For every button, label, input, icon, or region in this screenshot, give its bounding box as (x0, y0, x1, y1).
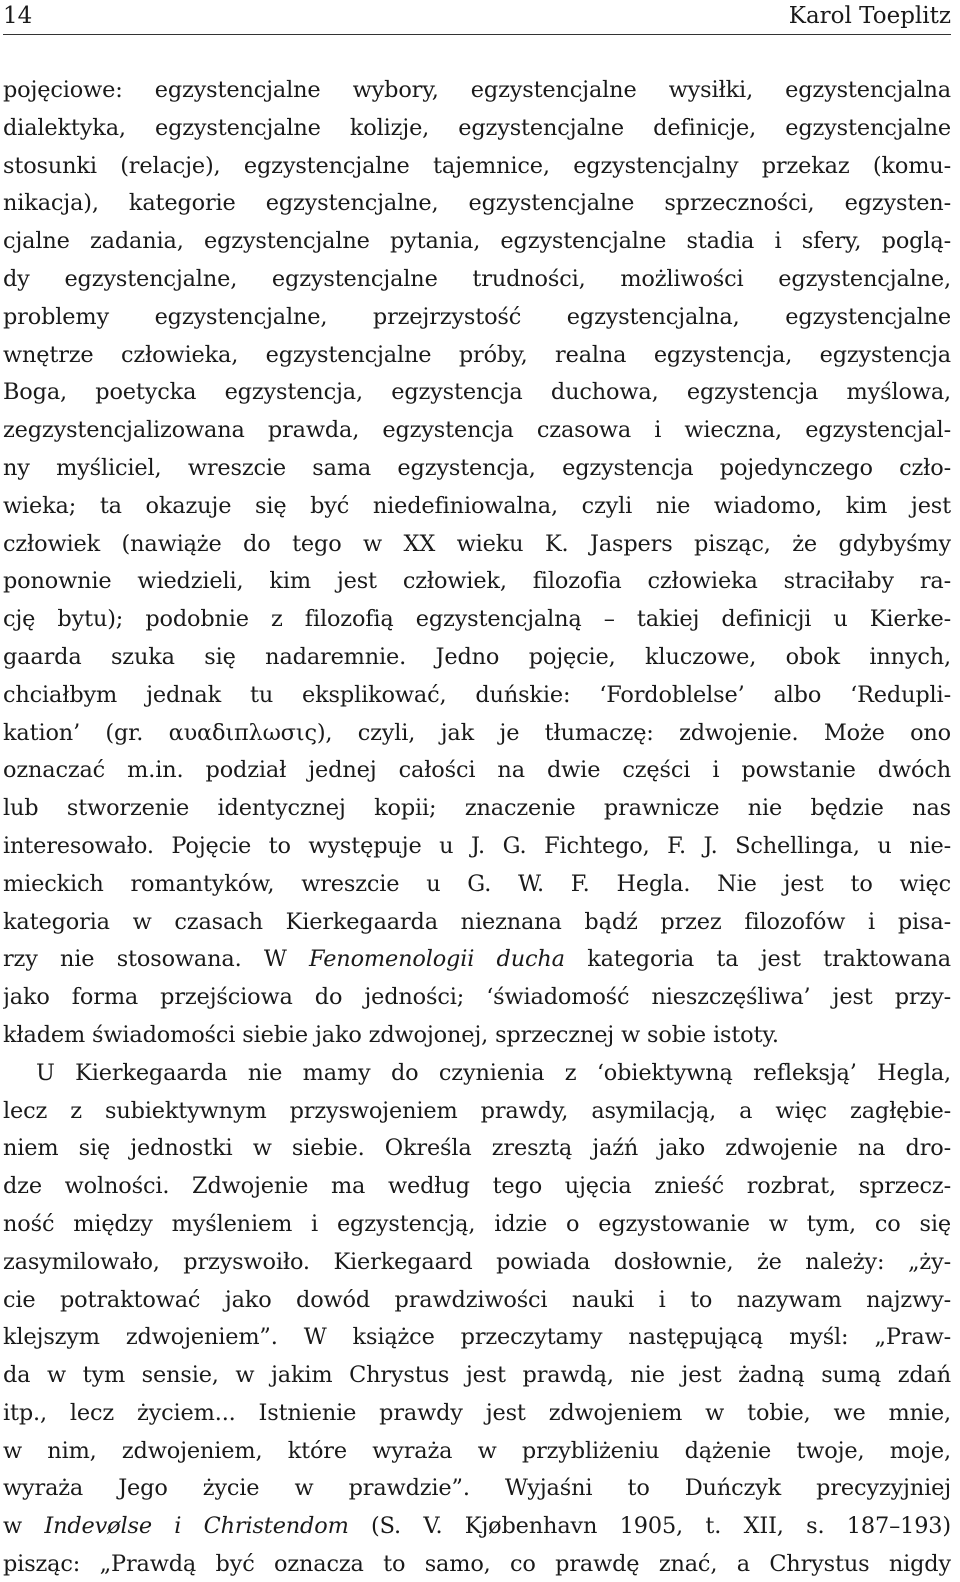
text-segment: (S. V. Kjøbenhavn 1905, t. XII, s. 187–193) (348, 1513, 951, 1540)
text-line: niem się jednostki w siebie. Określa zresztą jaźń jako zdwojenie na dro- (3, 1135, 951, 1162)
text-line: stosunki (relacje), egzystencjalne tajemnice, egzystencjalny przekaz (komu- (3, 152, 951, 179)
text-line: wieka; ta okazuje się być niedefiniowalna, czyli nie wiadomo, kim jest (3, 492, 951, 519)
text-line: cie potraktować jako dowód prawdziwości nauki i to nazywam najzwy- (3, 1286, 951, 1313)
text-line: lub stworzenie identycznej kopii; znaczenie prawnicze nie będzie nas (3, 795, 951, 822)
text-line: ponownie wiedzieli, kim jest człowiek, filozofia człowieka straciłaby ra- (3, 568, 951, 595)
text-line: Boga, poetycka egzystencja, egzystencja duchowa, egzystencja myślowa, (3, 379, 951, 406)
text-line: zasymilowało, przyswoiło. Kierkegaard powiada dosłownie, że należy: „ży- (3, 1248, 951, 1275)
text-line: itp., lecz życiem... Istnienie prawdy jest zdwojeniem w tobie, we mnie, (3, 1399, 951, 1426)
running-head (3, 2, 951, 35)
text-line: lecz z subiektywnym przyswojeniem prawdy, asymilacją, a więc zagłębie- (3, 1097, 951, 1124)
text-line: oznaczać m.in. podział jednej całości na dwie części i powstanie dwóch (3, 757, 951, 784)
text-line: cję bytu); podobnie z filozofią egzystencjalną – takiej definicji u Kierke- (3, 606, 951, 633)
text-line: kładem świadomości siebie jako zdwojonej, sprzecznej w sobie istoty. (3, 1021, 779, 1048)
running-head-author: Karol Toeplitz (788, 3, 951, 29)
text-segment: rzy nie stosowana. W (3, 946, 310, 973)
text-line: wyraża Jego życie w prawdzie”. Wyjaśni to Duńczyk precyzyjniej (3, 1475, 951, 1502)
body-text (3, 72, 951, 1582)
text-line: dze wolności. Zdwojenie ma według tego ujęcia znieść rozbrat, sprzecz- (3, 1173, 951, 1200)
text-segment: w (3, 1513, 45, 1540)
text-line: mieckich romantyków, wreszcie u G. W. F. Hegla. Nie jest to więc (3, 870, 951, 897)
text-line: interesowało. Pojęcie to występuje u J. G. Fichtego, F. J. Schellinga, u nie- (3, 832, 951, 859)
book-title-italic: Fenomenologii ducha (309, 946, 565, 973)
text-line: klejszym zdwojeniem”. W książce przeczytamy następującą myśl: „Praw- (3, 1324, 951, 1351)
text-line: pisząc: „Prawdą być oznacza to samo, co prawdę znać, a Chrystus nigdy (3, 1551, 951, 1578)
text-line: kategoria w czasach Kierkegaarda nieznana bądź przez filozofów i pisa- (3, 908, 951, 935)
text-line: da w tym sensie, w jakim Chrystus jest prawdą, nie jest żadną sumą zdań (3, 1362, 951, 1389)
text-line (3, 941, 951, 979)
text-line: wnętrze człowieka, egzystencjalne próby, realna egzystencja, egzystencja (3, 341, 951, 368)
book-title-italic: Indevølse i Christendom (44, 1513, 349, 1540)
text-line: dy egzystencjalne, egzystencjalne trudności, możliwości egzystencjalne, (3, 265, 951, 292)
text-line: w nim, zdwojeniem, które wyraża w przybliżeniu dążenie twoje, moje, (3, 1437, 951, 1464)
text-line: chciałbym jednak tu eksplikować, duńskie: ‘Fordoblelse’ albo ‘Redupli- (3, 681, 951, 708)
text-line: nikacja), kategorie egzystencjalne, egzystencjalne sprzeczności, egzysten- (3, 190, 951, 217)
text-line: kation’ (gr. αυαδιπλωσις), czyli, jak je tłumaczę: zdwojenie. Może ono (3, 719, 951, 746)
text-line: pojęciowe: egzystencjalne wybory, egzystencjalne wysiłki, egzystencjalna (3, 77, 951, 103)
text-line: problemy egzystencjalne, przejrzystość egzystencjalna, egzystencjalne (3, 303, 951, 330)
page-number: 14 (3, 3, 33, 29)
text-line: ność między myśleniem i egzystencją, idzie o egzystowanie w tym, co się (3, 1210, 951, 1237)
text-segment: kategoria ta jest traktowana (564, 946, 951, 973)
text-line: człowiek (nawiąże do tego w XX wieku K. Jaspers pisząc, że gdybyśmy (3, 530, 951, 557)
text-line (3, 1508, 951, 1546)
text-line: zegzystencjalizowana prawda, egzystencja czasowa i wieczna, egzystencjal- (3, 417, 951, 444)
paragraph-first-line: U Kierkegaarda nie mamy do czynienia z ‘obiektywną refleksją’ Hegla, (36, 1059, 951, 1086)
text-line: cjalne zadania, egzystencjalne pytania, egzystencjalne stadia i sfery, poglą- (3, 228, 951, 255)
text-line: ny myśliciel, wreszcie sama egzystencja, egzystencja pojedynczego czło- (3, 454, 951, 481)
text-line: dialektyka, egzystencjalne kolizje, egzystencjalne definicje, egzystencjalne (3, 114, 951, 141)
text-line: jako forma przejściowa do jedności; ‘świadomość nieszczęśliwa’ jest przy- (3, 984, 951, 1011)
text-line: gaarda szuka się nadaremnie. Jedno pojęcie, kluczowe, obok innych, (3, 643, 951, 670)
